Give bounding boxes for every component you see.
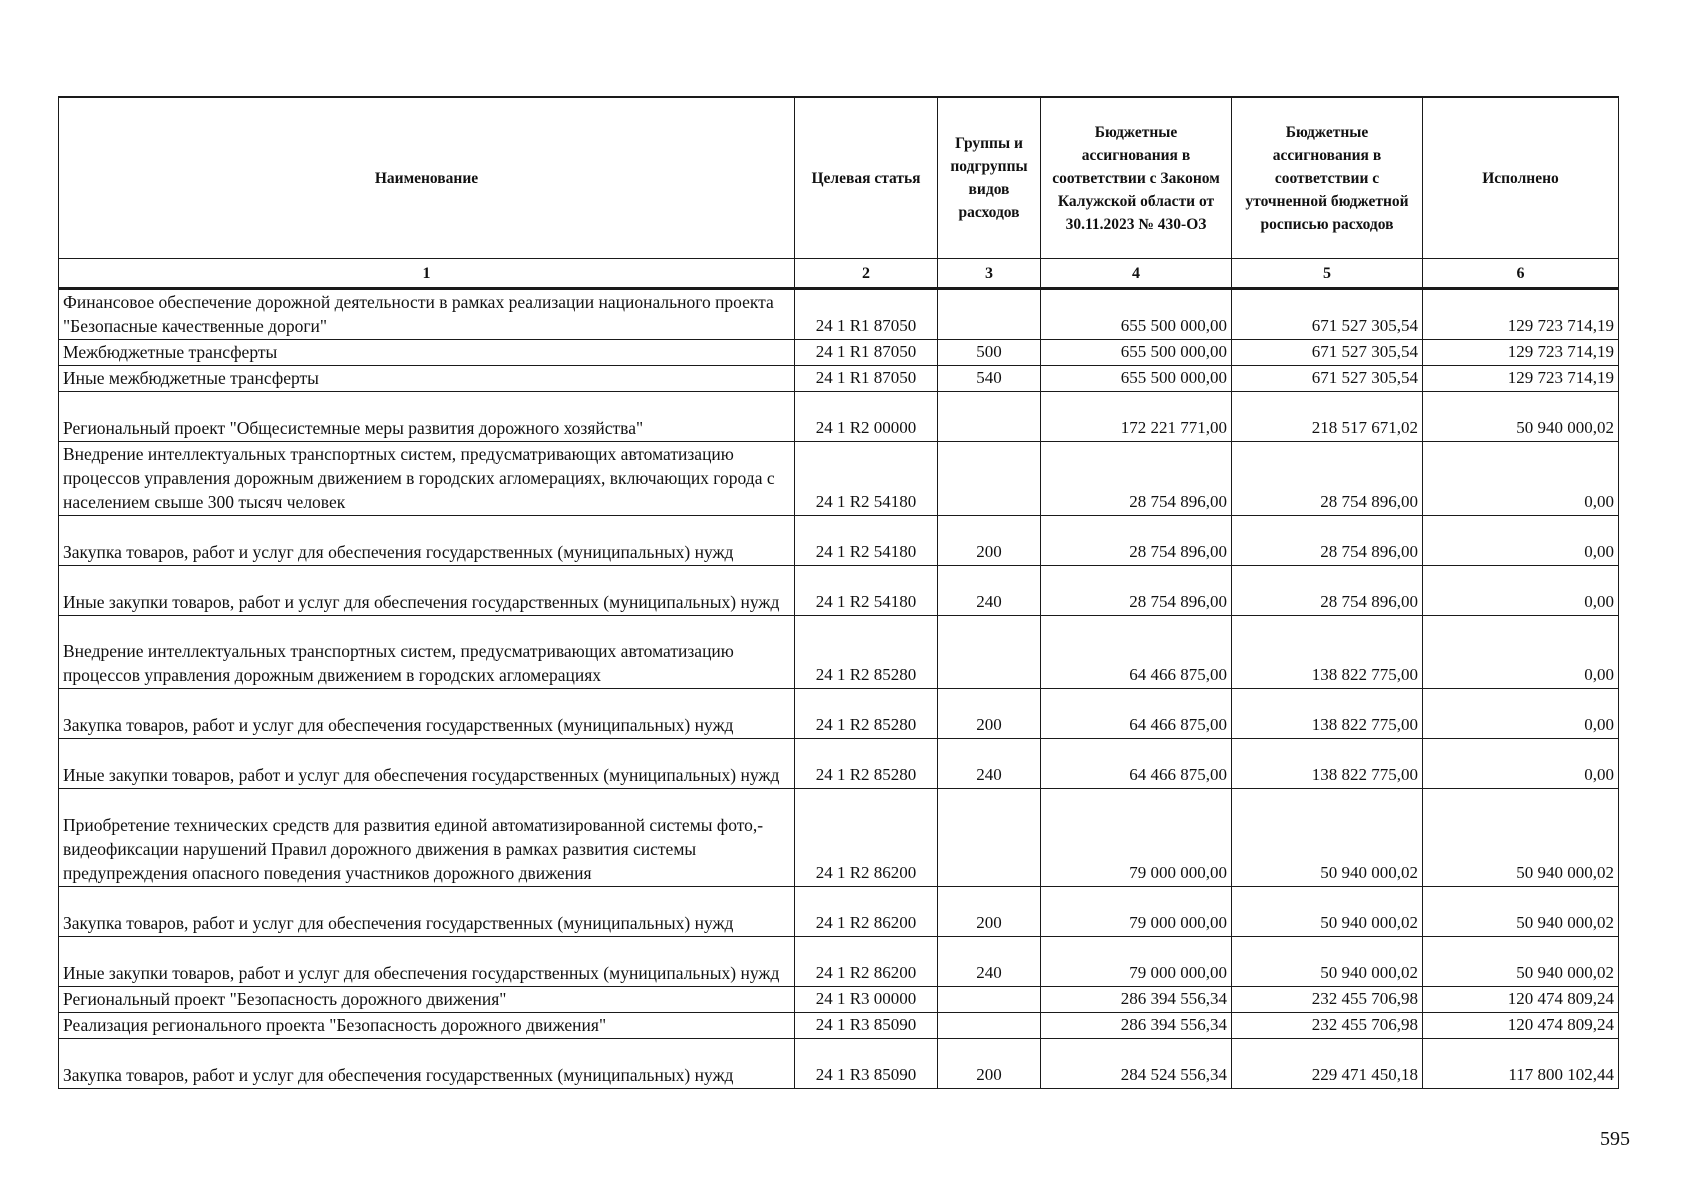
row-refined-amount: 28 754 896,00 bbox=[1232, 566, 1423, 616]
table-row bbox=[59, 289, 1619, 340]
row-target-article: 24 1 R2 86200 bbox=[795, 937, 938, 987]
row-executed-amount: 0,00 bbox=[1423, 516, 1619, 566]
row-law-amount: 286 394 556,34 bbox=[1041, 987, 1232, 1013]
row-executed-amount: 0,00 bbox=[1423, 616, 1619, 689]
row-refined-amount: 232 455 706,98 bbox=[1232, 1013, 1423, 1039]
table-row bbox=[59, 987, 1619, 1013]
row-name: Финансовое обеспечение дорожной деятельности в рамках реализации национального проекта "Безопасные качественные дороги" bbox=[59, 289, 795, 340]
row-executed-amount: 50 940 000,02 bbox=[1423, 887, 1619, 937]
table-row bbox=[59, 616, 1619, 689]
row-name: Внедрение интеллектуальных транспортных систем, предусматривающих автоматизацию процессов управления дорожным движением в городских агломерациях bbox=[59, 616, 795, 689]
row-target-article: 24 1 R1 87050 bbox=[795, 289, 938, 340]
row-refined-amount: 50 940 000,02 bbox=[1232, 937, 1423, 987]
row-law-amount: 64 466 875,00 bbox=[1041, 739, 1232, 789]
row-name: Региональный проект "Общесистемные меры развития дорожного хозяйства" bbox=[59, 392, 795, 442]
row-law-amount: 28 754 896,00 bbox=[1041, 442, 1232, 516]
row-refined-amount: 138 822 775,00 bbox=[1232, 739, 1423, 789]
row-executed-amount: 0,00 bbox=[1423, 689, 1619, 739]
row-law-amount: 655 500 000,00 bbox=[1041, 340, 1232, 366]
row-law-amount: 79 000 000,00 bbox=[1041, 887, 1232, 937]
table-row bbox=[59, 392, 1619, 442]
row-refined-amount: 50 940 000,02 bbox=[1232, 789, 1423, 887]
row-expense-group: 200 bbox=[938, 689, 1041, 739]
row-executed-amount: 50 940 000,02 bbox=[1423, 392, 1619, 442]
row-refined-amount: 28 754 896,00 bbox=[1232, 516, 1423, 566]
table-row bbox=[59, 689, 1619, 739]
row-name: Иные закупки товаров, работ и услуг для обеспечения государственных (муниципальных) нужд bbox=[59, 566, 795, 616]
row-expense-group: 500 bbox=[938, 340, 1041, 366]
header-law-allocations: Бюджетные ассигнования в соответствии с Законом Калужской области от 30.11.2023 № 430-ОЗ bbox=[1041, 97, 1232, 259]
row-name: Закупка товаров, работ и услуг для обеспечения государственных (муниципальных) нужд bbox=[59, 1039, 795, 1089]
row-law-amount: 64 466 875,00 bbox=[1041, 689, 1232, 739]
header-refined-allocations: Бюджетные ассигнования в соответствии с уточненной бюджетной росписью расходов bbox=[1232, 97, 1423, 259]
row-law-amount: 172 221 771,00 bbox=[1041, 392, 1232, 442]
row-name: Закупка товаров, работ и услуг для обеспечения государственных (муниципальных) нужд bbox=[59, 689, 795, 739]
row-refined-amount: 671 527 305,54 bbox=[1232, 340, 1423, 366]
row-refined-amount: 232 455 706,98 bbox=[1232, 987, 1423, 1013]
row-law-amount: 655 500 000,00 bbox=[1041, 289, 1232, 340]
row-target-article: 24 1 R2 00000 bbox=[795, 392, 938, 442]
row-target-article: 24 1 R1 87050 bbox=[795, 366, 938, 392]
row-target-article: 24 1 R2 85280 bbox=[795, 739, 938, 789]
row-target-article: 24 1 R2 85280 bbox=[795, 616, 938, 689]
row-law-amount: 79 000 000,00 bbox=[1041, 937, 1232, 987]
table-row bbox=[59, 937, 1619, 987]
column-number: 5 bbox=[1232, 259, 1423, 289]
table-row bbox=[59, 366, 1619, 392]
row-name: Реализация регионального проекта "Безопасность дорожного движения" bbox=[59, 1013, 795, 1039]
row-target-article: 24 1 R3 00000 bbox=[795, 987, 938, 1013]
row-expense-group: 200 bbox=[938, 887, 1041, 937]
row-refined-amount: 138 822 775,00 bbox=[1232, 616, 1423, 689]
row-expense-group: 240 bbox=[938, 739, 1041, 789]
column-number: 6 bbox=[1423, 259, 1619, 289]
row-expense-group bbox=[938, 289, 1041, 340]
row-target-article: 24 1 R2 54180 bbox=[795, 442, 938, 516]
row-target-article: 24 1 R3 85090 bbox=[795, 1013, 938, 1039]
row-executed-amount: 0,00 bbox=[1423, 566, 1619, 616]
row-target-article: 24 1 R2 54180 bbox=[795, 516, 938, 566]
row-law-amount: 28 754 896,00 bbox=[1041, 516, 1232, 566]
row-name: Закупка товаров, работ и услуг для обеспечения государственных (муниципальных) нужд bbox=[59, 887, 795, 937]
column-number: 1 bbox=[59, 259, 795, 289]
row-name: Закупка товаров, работ и услуг для обеспечения государственных (муниципальных) нужд bbox=[59, 516, 795, 566]
row-name: Межбюджетные трансферты bbox=[59, 340, 795, 366]
row-expense-group: 200 bbox=[938, 1039, 1041, 1089]
column-number: 4 bbox=[1041, 259, 1232, 289]
row-refined-amount: 671 527 305,54 bbox=[1232, 289, 1423, 340]
table-row bbox=[59, 739, 1619, 789]
table-row bbox=[59, 887, 1619, 937]
row-target-article: 24 1 R1 87050 bbox=[795, 340, 938, 366]
header-target-article: Целевая статья bbox=[795, 97, 938, 259]
table-body bbox=[59, 289, 1619, 1089]
row-executed-amount: 117 800 102,44 bbox=[1423, 1039, 1619, 1089]
header-executed: Исполнено bbox=[1423, 97, 1619, 259]
row-name: Приобретение технических средств для развития единой автоматизированной системы фото,- видеофиксации нарушений Правил дорожного движения в рамках развития системы предупреждения опасного поведения участников дорожного движения bbox=[59, 789, 795, 887]
row-expense-group: 240 bbox=[938, 937, 1041, 987]
row-executed-amount: 0,00 bbox=[1423, 739, 1619, 789]
table-row bbox=[59, 1013, 1619, 1039]
table-row bbox=[59, 442, 1619, 516]
row-refined-amount: 671 527 305,54 bbox=[1232, 366, 1423, 392]
row-target-article: 24 1 R2 85280 bbox=[795, 689, 938, 739]
row-law-amount: 284 524 556,34 bbox=[1041, 1039, 1232, 1089]
row-law-amount: 28 754 896,00 bbox=[1041, 566, 1232, 616]
table-row bbox=[59, 566, 1619, 616]
row-expense-group bbox=[938, 1013, 1041, 1039]
row-executed-amount: 0,00 bbox=[1423, 442, 1619, 516]
row-refined-amount: 229 471 450,18 bbox=[1232, 1039, 1423, 1089]
header-expense-groups: Группы и подгруппы видов расходов bbox=[938, 97, 1041, 259]
row-expense-group bbox=[938, 392, 1041, 442]
row-refined-amount: 50 940 000,02 bbox=[1232, 887, 1423, 937]
row-executed-amount: 50 940 000,02 bbox=[1423, 937, 1619, 987]
row-target-article: 24 1 R2 54180 bbox=[795, 566, 938, 616]
row-executed-amount: 50 940 000,02 bbox=[1423, 789, 1619, 887]
row-refined-amount: 28 754 896,00 bbox=[1232, 442, 1423, 516]
row-target-article: 24 1 R3 85090 bbox=[795, 1039, 938, 1089]
budget-sheet bbox=[58, 96, 1618, 1089]
row-expense-group: 240 bbox=[938, 566, 1041, 616]
table-row bbox=[59, 1039, 1619, 1089]
row-name: Иные закупки товаров, работ и услуг для обеспечения государственных (муниципальных) нужд bbox=[59, 739, 795, 789]
row-expense-group bbox=[938, 987, 1041, 1013]
row-name: Региональный проект "Безопасность дорожного движения" bbox=[59, 987, 795, 1013]
row-executed-amount: 129 723 714,19 bbox=[1423, 340, 1619, 366]
row-expense-group: 200 bbox=[938, 516, 1041, 566]
column-number-row bbox=[59, 259, 1619, 289]
header-row bbox=[59, 97, 1619, 259]
table-row bbox=[59, 340, 1619, 366]
row-target-article: 24 1 R2 86200 bbox=[795, 789, 938, 887]
row-law-amount: 655 500 000,00 bbox=[1041, 366, 1232, 392]
page-number: 595 bbox=[1600, 1128, 1630, 1150]
header-name: Наименование bbox=[59, 97, 795, 259]
budget-table bbox=[58, 96, 1619, 1089]
row-refined-amount: 218 517 671,02 bbox=[1232, 392, 1423, 442]
row-expense-group bbox=[938, 616, 1041, 689]
row-refined-amount: 138 822 775,00 bbox=[1232, 689, 1423, 739]
row-expense-group bbox=[938, 442, 1041, 516]
row-executed-amount: 129 723 714,19 bbox=[1423, 366, 1619, 392]
row-name: Иные межбюджетные трансферты bbox=[59, 366, 795, 392]
column-number: 3 bbox=[938, 259, 1041, 289]
row-expense-group bbox=[938, 789, 1041, 887]
table-row bbox=[59, 789, 1619, 887]
row-expense-group: 540 bbox=[938, 366, 1041, 392]
row-name: Внедрение интеллектуальных транспортных систем, предусматривающих автоматизацию процессов управления дорожным движением в городских агломерациях, включающих города с населением свыше 300 тысяч человек bbox=[59, 442, 795, 516]
row-executed-amount: 120 474 809,24 bbox=[1423, 987, 1619, 1013]
row-name: Иные закупки товаров, работ и услуг для обеспечения государственных (муниципальных) нужд bbox=[59, 937, 795, 987]
row-target-article: 24 1 R2 86200 bbox=[795, 887, 938, 937]
row-law-amount: 64 466 875,00 bbox=[1041, 616, 1232, 689]
column-number: 2 bbox=[795, 259, 938, 289]
table-row bbox=[59, 516, 1619, 566]
row-law-amount: 79 000 000,00 bbox=[1041, 789, 1232, 887]
row-law-amount: 286 394 556,34 bbox=[1041, 1013, 1232, 1039]
row-executed-amount: 129 723 714,19 bbox=[1423, 289, 1619, 340]
row-executed-amount: 120 474 809,24 bbox=[1423, 1013, 1619, 1039]
